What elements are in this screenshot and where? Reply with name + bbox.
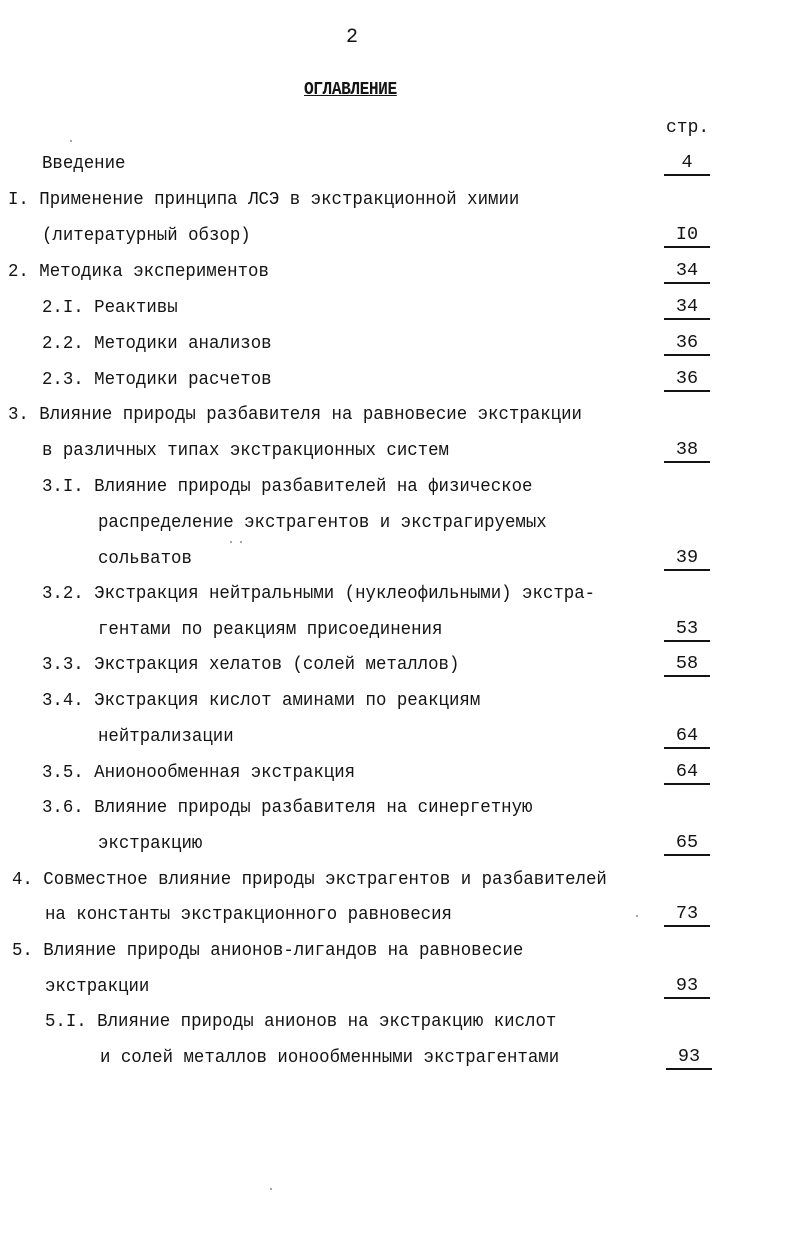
toc-line: (литературный обзор) xyxy=(42,225,251,246)
toc-line: экстракцию xyxy=(98,833,203,854)
toc-page-number: 65 xyxy=(664,832,710,856)
toc-line: экстракции xyxy=(45,976,150,997)
toc-page-number: 34 xyxy=(664,296,710,320)
toc-page-number: 64 xyxy=(664,725,710,749)
scan-speck xyxy=(240,541,242,543)
toc-line: 5. Влияние природы анионов-лигандов на равновесие xyxy=(12,940,524,961)
toc-page-number: 36 xyxy=(664,368,710,392)
toc-line: 2.3. Методики расчетов xyxy=(42,369,272,390)
toc-page-number: I0 xyxy=(664,224,710,248)
toc-line: и солей металлов ионообменными экстрагентами xyxy=(100,1047,560,1068)
toc-line: 2. Методика экспериментов xyxy=(8,261,269,282)
toc-line: 3.2. Экстракция нейтральными (нуклеофильными) экстра- xyxy=(42,583,596,604)
toc-page-number: 4 xyxy=(664,152,710,176)
toc-line: 3.6. Влияние природы разбавителя на синергетную xyxy=(42,797,533,818)
toc-page-number: 38 xyxy=(664,439,710,463)
toc-line: 2.I. Реактивы xyxy=(42,297,178,318)
scan-speck xyxy=(70,140,72,142)
toc-line: в различных типах экстракционных систем xyxy=(42,440,450,461)
toc-line: 3. Влияние природы разбавителя на равновесие экстракции xyxy=(8,404,582,425)
toc-line: Введение xyxy=(42,153,126,174)
scan-speck xyxy=(230,541,232,543)
toc-line: 4. Совместное влияние природы экстрагентов и разбавителей xyxy=(12,869,607,890)
toc-line: 3.5. Анионообменная экстракция xyxy=(42,762,356,783)
toc-line: сольватов xyxy=(98,548,192,569)
scan-speck xyxy=(636,915,638,917)
toc-line: гентами по реакциям присоединения xyxy=(98,619,443,640)
toc-line: нейтрализации xyxy=(98,726,234,747)
toc-line: распределение экстрагентов и экстрагируемых xyxy=(98,512,547,533)
page-number: 2 xyxy=(346,26,359,49)
toc-title: ОГЛАВЛЕНИЕ xyxy=(304,80,397,100)
toc-page-number: 36 xyxy=(664,332,710,356)
toc-page-number: 53 xyxy=(664,618,710,642)
toc-line: 2.2. Методики анализов xyxy=(42,333,272,354)
toc-line: 3.4. Экстракция кислот аминами по реакциям xyxy=(42,690,481,711)
scan-speck xyxy=(270,1188,272,1190)
toc-line: 5.I. Влияние природы анионов на экстракцию кислот xyxy=(45,1011,557,1032)
page-column-label: стр. xyxy=(666,118,710,138)
toc-line: 3.I. Влияние природы разбавителей на физическое xyxy=(42,476,533,497)
toc-line: на константы экстракционного равновесия xyxy=(45,904,453,925)
toc-page-number: 34 xyxy=(664,260,710,284)
toc-page-number: 58 xyxy=(664,653,710,677)
toc-page-number: 39 xyxy=(664,547,710,571)
toc-page-number: 64 xyxy=(664,761,710,785)
toc-line: I. Применение принципа ЛСЭ в экстракционной химии xyxy=(8,189,520,210)
toc-page-number: 73 xyxy=(664,903,710,927)
toc-page-number: 93 xyxy=(664,975,710,999)
toc-line: 3.3. Экстракция хелатов (солей металлов) xyxy=(42,654,460,675)
toc-page-number: 93 xyxy=(666,1046,712,1070)
